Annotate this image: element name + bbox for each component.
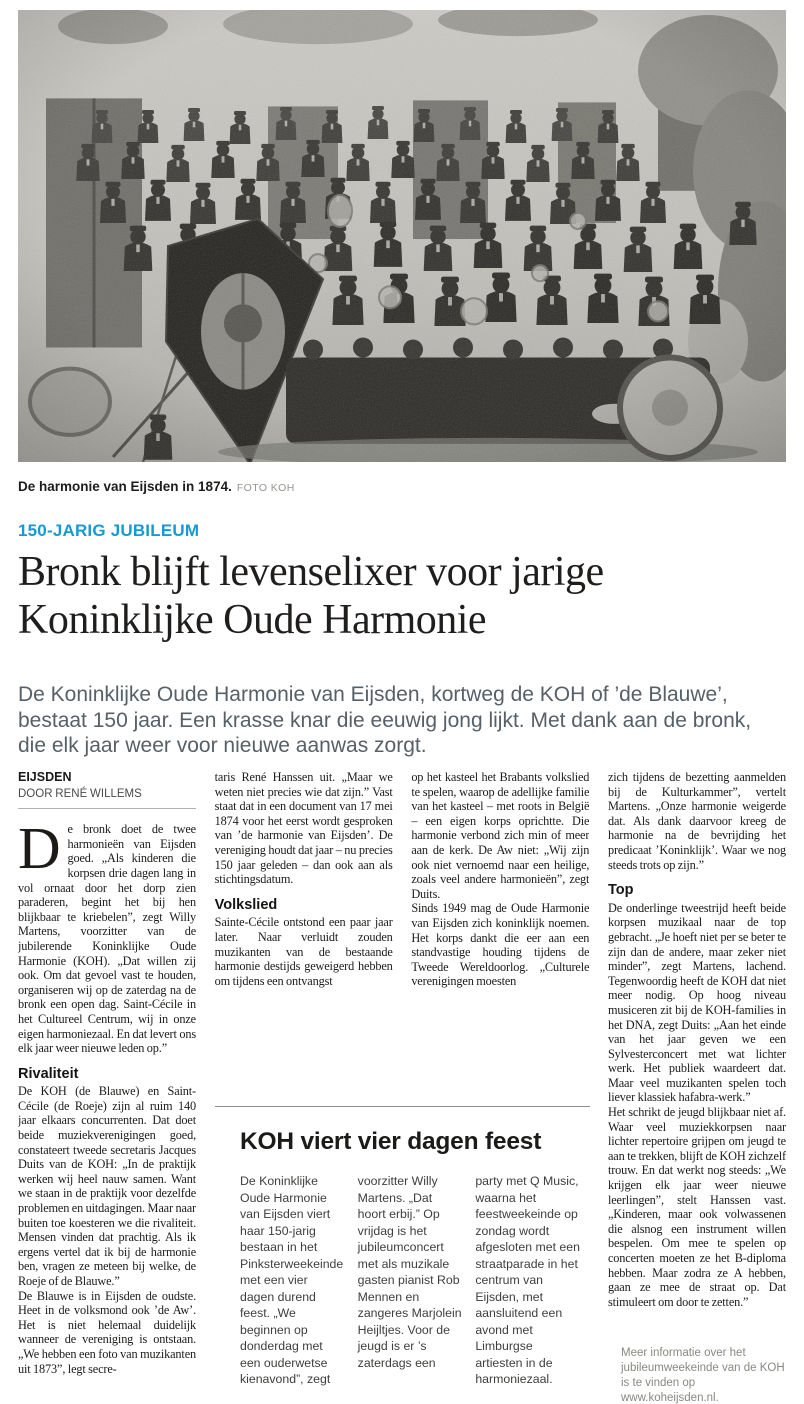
feature-box-rule xyxy=(215,1106,590,1107)
body-paragraph: taris René Hanssen uit. „Maar we weten niet precies wie dat zijn.” Vast staat dat in een document van 17 mei 1874 voor het eerst wordt gesproken van ’de harmonie van Eijsden’. De vereniging houdt dat jaar – nu precies 150 jaar geleden – dan ook aan als stichtingsdatum. xyxy=(214,770,393,887)
photo-credit: FOTO KOH xyxy=(236,482,295,494)
headline-line-2: Koninklijke Oude Harmonie xyxy=(18,597,487,643)
byline-block xyxy=(18,770,196,809)
body-paragraph: De onderlinge tweestrijd heeft beide korpsen muzikaal naar de top gebracht. „Je hoeft niet per se beter te zijn dan de andere, maar zeker niet minder”, zegt Martens, lachend. Tegenwoordig heeft de KOH dat niet meer nodig. Op hoog niveau musiceren zit bij de KOH-families in het DNA, zegt Duits: „Aan het einde van het jaar geven we een Sylvesterconcert met wat lichter werk. Het publiek waardeert dat. Maar veel muzikanten spelen toch liever klassiek hafabra-werk.” xyxy=(607,900,786,1105)
body-paragraph: op het kasteel het Brabants volkslied te spelen, waarop de adellijke familie van het kasteel – met roots in België – een eigen korps oprichtte. Die harmonie verbond zich min of meer aan de kerk. De Aw niet: „Wij zijn ook niet vernoemd naar een heilige, zoals veel andere harmonieën”, zegt Duits. xyxy=(411,770,590,901)
footer-note: Meer informatie over het jubileumweekeinde van de KOH is te vinden op www.koheijsden.nl. xyxy=(621,1342,786,1404)
body-paragraph: Sinds 1949 mag de Oude Harmonie van Eijsden zich koninklijk noemen. Het korps dankt die eer aan een standvastige houding tijdens de Tweede Wereldoorlog. „Culturele verenigingen moesten xyxy=(411,901,590,989)
photo-caption xyxy=(18,479,786,494)
article-photo xyxy=(18,10,786,462)
kicker: 150-JARIG JUBILEUM xyxy=(18,521,200,540)
feature-box-column-2: voorzitter Willy Martens. „Dat hoort erbij.” Op vrijdag is het jubileumconcert met als muzikale gasten pianist Rob Mennen en zangeres Marjolein Heijltjes. Voor de jeugd is er ’s zaterdags een xyxy=(357,1174,462,1370)
headline-line-1: Bronk blijft levenselixer voor jarige xyxy=(18,549,604,595)
paragraph-text: e bronk doet de twee harmonieën van Eijsden goed. „Als kinderen die korpsen drie dagen lang in vol ornaat door het dorp zien paraderen, begint het bij hen blijkbaar te kriebelen”, zegt Willy Martens, voorzitter van de jubilerende Koninklijke Oude Harmonie (KOH). „Dat willen zij ook. Om dat gevoel vast te houden, organiseren wij op de zaterdag na de bronk een open dag. Saint-Cécile in het Cultureel Centrum, wij in onze eigen harmoniezaal. En dat levert ons elk jaar weer nieuwe leden op.” xyxy=(18,822,196,1056)
feature-box xyxy=(215,1106,590,1404)
article-column-1 xyxy=(18,770,196,1404)
photo-illustration xyxy=(18,10,786,462)
body-paragraph: Het schrikt de jeugd blijkbaar niet af. Waar veel muziekkorpsen naar lichter repertoire grijpen om jeugd te aan te trekken, blijft de KOH zichzelf trouw. En dat werkt nog steeds: „We krijgen elk jaar weer nieuwe leerlingen”, stelt Hanssen vast. „Kinderen, maar ook volwassenen die alsnog een instrument willen bespelen. Om mee te spelen op concerten moeten ze het B-diploma hebben. Maar zodra ze A hebben, gaan ze mee de straat op. Dat stimuleert om door te zetten.” xyxy=(607,1105,786,1309)
subhead-top: Top xyxy=(607,882,634,899)
feature-box-columns xyxy=(240,1173,580,1388)
body-paragraph: zich tijdens de bezetting aanmelden bij de Kulturkammer”, vertelt Martens. „Onze harmonie weigerde dat. Als dank daarvoor kreeg de harmonie na de bevrijding het predicaat ’Koninklijk’. Waar we nog steeds trots op zijn.” xyxy=(607,770,786,872)
subhead-volkslied: Volkslied xyxy=(214,896,278,913)
article-column-4 xyxy=(608,770,786,1404)
intro-paragraph: De Koninklijke Oude Harmonie van Eijsden, kortweg de KOH of ’de Blauwe’, bestaat 150 jaar. Een krasse knar die eeuwig jong lijkt. Met dank aan de bronk, die elk jaar weer voor nieuwe aanwas zorgt. xyxy=(18,683,752,757)
body-paragraph: De Blauwe is in Eijsden de oudste. Heet in de volksmond ook ’de Aw’. Het is niet helemaal duidelijk wanneer de vereniging is ontstaan. „We hebben een foto van muzikanten uit 1873”, legt secre- xyxy=(18,1288,196,1376)
feature-box-heading: KOH viert vier dagen feest xyxy=(240,1128,542,1155)
byline: DOOR RENÉ WILLEMS xyxy=(18,787,142,800)
subhead-rivaliteit: Rivaliteit xyxy=(18,1065,79,1082)
photo-caption-text: De harmonie van Eijsden in 1874. xyxy=(18,479,232,494)
body-paragraph xyxy=(18,815,196,1056)
feature-box-column-3: party met Q Music, waarna het feestweekeinde op zondag wordt afgesloten met een straatparade in het centrum van Eijsden, met aansluitend een avond met Limburgse artiesten in de harmoniezaal. xyxy=(475,1174,580,1386)
feature-box-column-1: De Koninklijke Oude Harmonie van Eijsden viert haar 150-jarig bestaan in het Pinksterweekeinde met een vier dagen durend feest. „We beginnen op donderdag met een ouderwetse kienavond”, zegt xyxy=(240,1174,344,1386)
headline xyxy=(18,548,786,644)
body-paragraph: De KOH (de Blauwe) en Saint-Cécile (de Roeje) zijn al ruim 140 jaar elkaars concurrenten. Dat doet beide muziekverenigingen goed, constateert tweede secretaris Jacques Duits van de KOH: „In de praktijk werken wij heel nauw samen. Want we staan in de praktijk voor dezelfde problemen en uitdagingen. Maar naar buiten toe koesteren we die rivaliteit. Mensen vinden dat prachtig. Als ik ergens vertel dat ik bij de harmonie ben, vragen ze meteen bij welke, de Roeje of de Blauwe.” xyxy=(18,1084,196,1288)
dateline: EIJSDEN xyxy=(18,770,72,784)
body-paragraph: Sainte-Cécile ontstond een paar jaar later. Naar verluidt zouden muzikanten van de bestaande harmonie destijds geweigerd hebben om tijdens een ontvangst xyxy=(214,915,393,988)
drop-cap: D xyxy=(18,815,61,882)
